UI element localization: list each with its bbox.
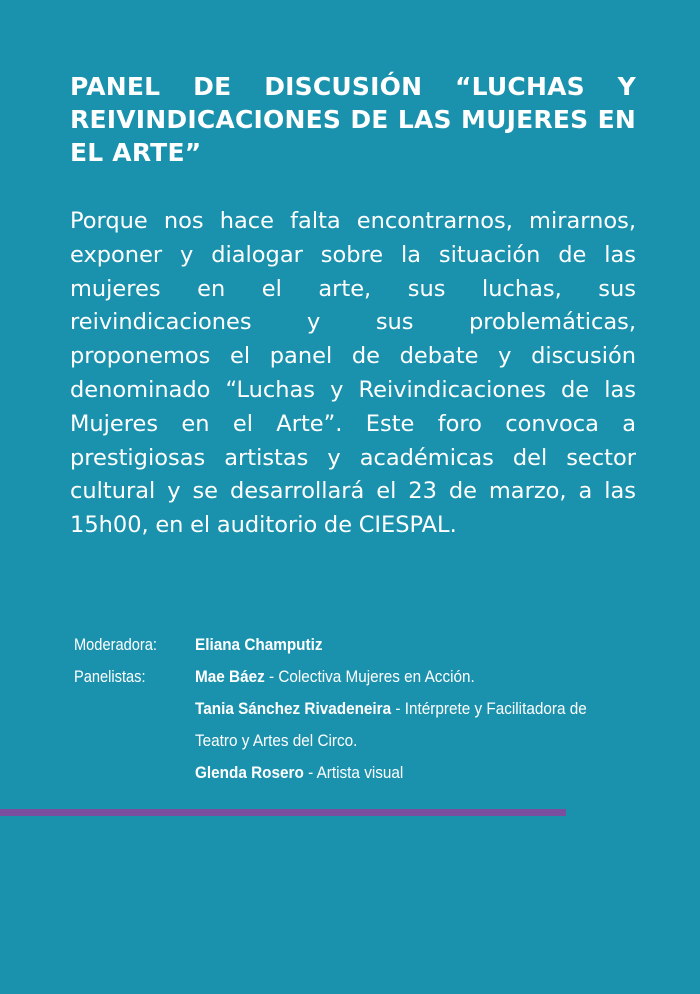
panelist-item bbox=[195, 693, 617, 757]
panelist-role: - Colectiva Mujeres en Acción. bbox=[264, 667, 475, 686]
panel-description: Porque nos hace falta encontrarnos, mirarnos, exponer y dialogar sobre la situación de las mujeres en el arte, sus luchas, sus reivindicaciones y sus problemáticas, proponemos el panel de debate y discusión denominado “Luchas y Reivindicaciones de las Mujeres en el Arte”. Este foro convoca a prestigiosas artistas y académicas del sector cultural y se desarrollará el 23 de marzo, a las 15h00, en el auditorio de CIESPAL. bbox=[70, 208, 636, 539]
moderator-row bbox=[74, 629, 664, 661]
purple-divider bbox=[0, 809, 566, 816]
panelist-role: - Artista visual bbox=[303, 763, 404, 782]
credits-section bbox=[74, 629, 664, 789]
panelist-role: - Intérprete y Facilitadora de Teatro y Artes del Circo. bbox=[195, 699, 587, 750]
panelists-label: Panelistas: bbox=[74, 667, 146, 686]
moderator-value bbox=[195, 629, 617, 661]
moderator-name: Eliana Champutiz bbox=[195, 635, 323, 654]
panelist-name: Glenda Rosero bbox=[195, 763, 304, 782]
panelist-item bbox=[195, 661, 617, 693]
panelists-list bbox=[195, 661, 617, 789]
panelists-row bbox=[74, 661, 664, 789]
panel-title: PANEL DE DISCUSIÓN “LUCHAS Y REIVINDICACIONES DE LAS MUJERES EN EL ARTE” bbox=[70, 72, 636, 167]
panelist-name: Tania Sánchez Rivadeneira bbox=[195, 699, 392, 718]
moderator-label: Moderadora: bbox=[74, 635, 157, 654]
panelist-item bbox=[195, 757, 617, 789]
panelist-name: Mae Báez bbox=[195, 667, 265, 686]
